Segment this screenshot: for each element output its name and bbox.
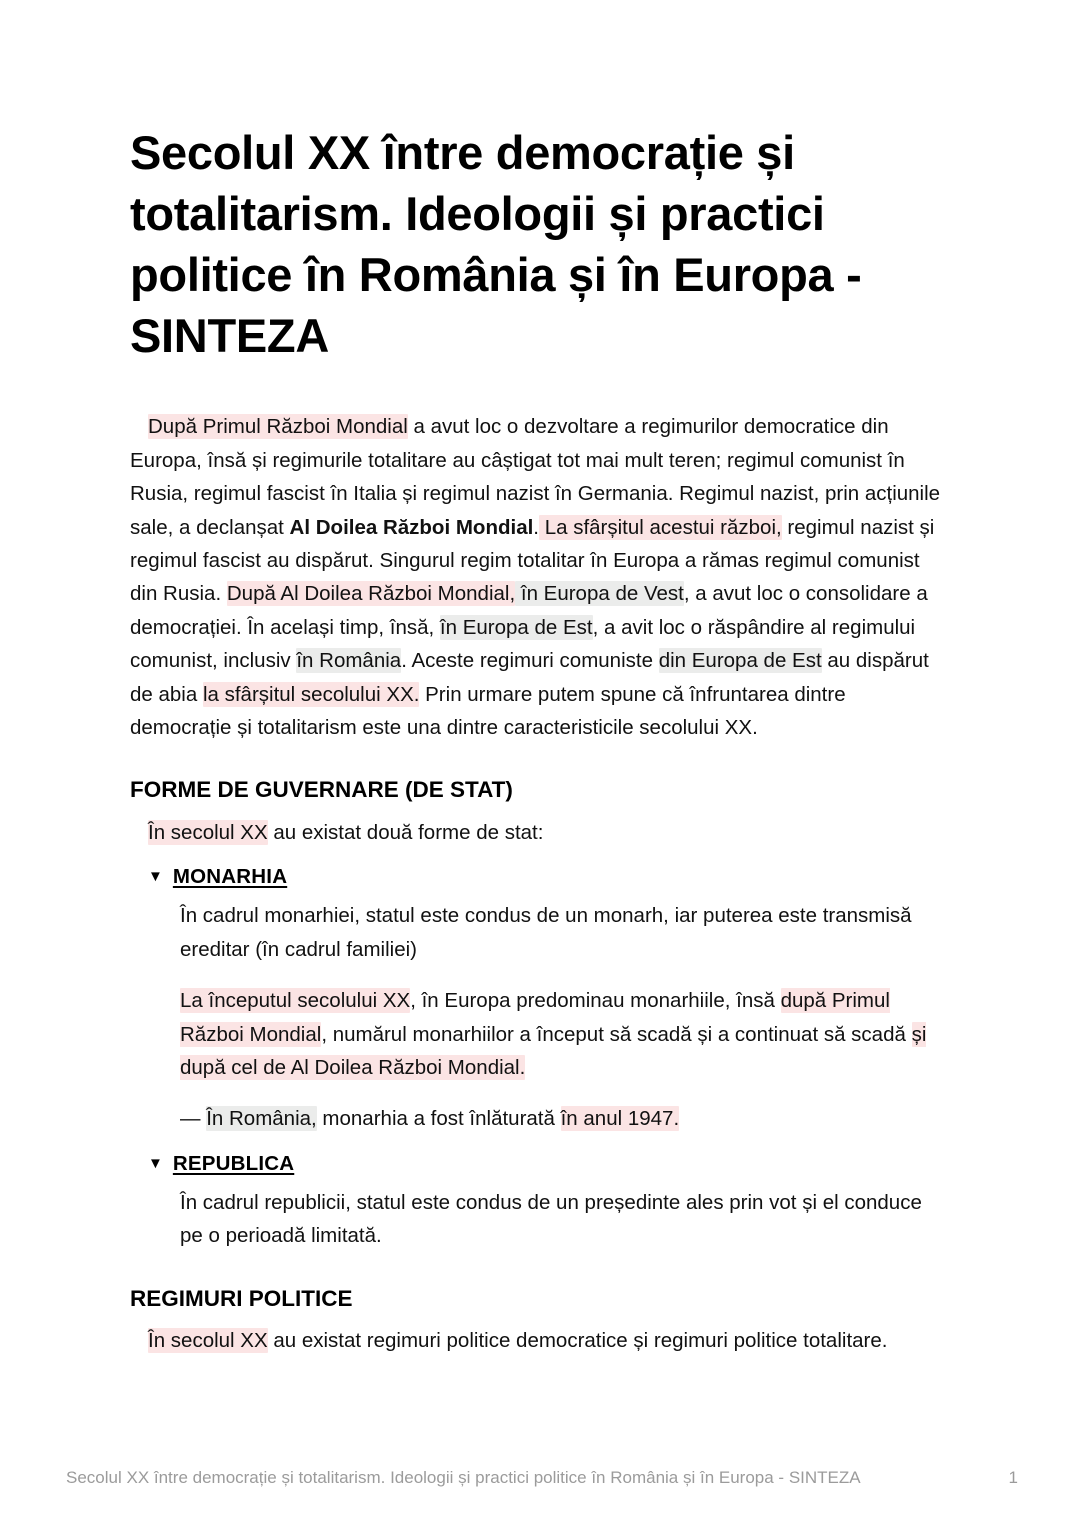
intro-text-1: a avut loc o dezvoltare a regimurilor democratice din Europa, însă și regimurile totalitare au câștigat tot mai mult teren; regimul comunist în Rusia, regimul fascist în Italia și regimul nazist în Germania. Regimul nazist, prin acțiunile sale, a declanșat [130, 415, 941, 539]
highlight-dupa-al-doilea-razboi-mondial: După Al Doilea Război Mondial, [226, 582, 516, 606]
toggle-body-republica [148, 1186, 948, 1253]
highlight-la-inceputul-secolului-xx: La începutul secolului XX [180, 989, 411, 1013]
document-content [130, 122, 948, 1366]
forme-lead-paragraph [130, 816, 948, 849]
intro-paragraph [130, 410, 948, 744]
highlight-in-anul-1947: în anul 1947. [560, 1107, 680, 1131]
toggle-row-monarhia[interactable] [148, 865, 948, 889]
highlight-la-sfarsitul-secolului-xx: la sfârșitul secolului XX. [202, 682, 420, 706]
toggle-item-monarhia[interactable] [130, 865, 948, 1135]
highlight-si-dupa-cel-de-al-doilea-razboi-mondial: și după cel de Al Doilea Război Mondial. [180, 1022, 927, 1079]
highlight-in-europa-de-est: în Europa de Est [439, 615, 593, 639]
intro-text-6: . Aceste regimuri comuniste [401, 649, 659, 673]
highlight-in-europa-de-vest: în Europa de Vest [515, 582, 684, 606]
monarhia-paragraph-1 [180, 899, 948, 966]
toggle-body-monarhia [148, 899, 948, 1135]
bold-al-doilea-razboi-mondial: Al Doilea Război Mondial [289, 515, 534, 539]
highlight-dupa-primul-razboi-mondial-2: după Primul Război Mondial [180, 989, 890, 1046]
chevron-down-icon[interactable]: ▼ [148, 868, 163, 886]
republica-paragraph-1 [180, 1186, 948, 1253]
regimuri-lead-paragraph [130, 1324, 948, 1357]
intro-text-5: , a avit loc o răspândire al regimului comunist, inclusiv [130, 615, 916, 673]
footer-page-number: 1 [1008, 1468, 1018, 1488]
toggle-label-monarhia[interactable]: MONARHIA [172, 865, 288, 889]
chevron-down-icon[interactable]: ▼ [148, 1154, 163, 1172]
highlight-din-europa-de-est: din Europa de Est [658, 649, 822, 673]
highlight-la-sfarsitul-acestui-razboi: La sfârșitul acestui război, [539, 515, 782, 539]
monarhia-p2-text-1: , în Europa predominau monarhiile, însă [410, 989, 781, 1013]
monarhia-dash-line [180, 1102, 948, 1135]
monarhia-p2-text-2: , numărul monarhiilor a început să scadă și a continuat să scadă [321, 1022, 912, 1046]
highlight-in-romania-monarhia: În România, [206, 1107, 317, 1131]
em-dash-marker: — [180, 1107, 207, 1131]
regimuri-lead-text: au existat regimuri politice democratice și regimuri politice totalitare. [267, 1329, 888, 1353]
page-title: Secolul XX între democrație și totalitarism. Ideologii și practici politice în România și în Europa - SINTEZA [130, 126, 862, 363]
monarhia-dash-text: monarhia a fost înlăturată [316, 1107, 561, 1131]
monarhia-paragraph-2 [180, 984, 948, 1084]
monarhia-p1-text: În cadrul monarhiei, statul este condus de un monarh, iar puterea este transmisă ereditar (în cadrul familiei) [180, 904, 912, 961]
intro-text-4: , a avut loc o consolidare a democrației. În același timp, însă, [130, 582, 928, 639]
forme-lead-text: au existat două forme de stat: [267, 820, 544, 844]
intro-text-3: regimul nazist și regimul fascist au dispărut. Singurul regim totalitar în Europa a rămas regimul comunist din Rusia. [130, 515, 935, 606]
footer-document-title: Secolul XX între democrație și totalitarism. Ideologii și practici politice în România și în Europa - SINTEZA [66, 1468, 861, 1488]
toggle-item-republica[interactable] [130, 1152, 948, 1253]
intro-text-8: Prin urmare putem spune că înfruntarea dintre democrație și totalitarism este una dintre caracteristicile secolului XX. [130, 682, 846, 740]
toggle-label-republica[interactable]: REPUBLICA [172, 1151, 295, 1175]
highlight-dupa-primul-razboi-mondial: După Primul Război Mondial [148, 415, 408, 439]
highlight-in-romania: în România [296, 649, 402, 673]
section-heading-forme-de-guvernare: FORME DE GUVERNARE (DE STAT) [130, 777, 513, 803]
page-footer [66, 1466, 1018, 1490]
section-heading-regimuri-politice: REGIMURI POLITICE [130, 1285, 353, 1311]
intro-text-7: au dispărut de abia [130, 649, 929, 706]
highlight-in-secolul-xx-regimuri: În secolul XX [148, 1329, 268, 1353]
highlight-in-secolul-xx-forme: În secolul XX [148, 820, 268, 844]
toggle-row-republica[interactable] [148, 1152, 948, 1176]
republica-p1-text: În cadrul republicii, statul este condus de un președinte ales prin vot și el conduce pe o perioadă limitată. [180, 1190, 922, 1248]
intro-text-2: . [533, 515, 539, 539]
